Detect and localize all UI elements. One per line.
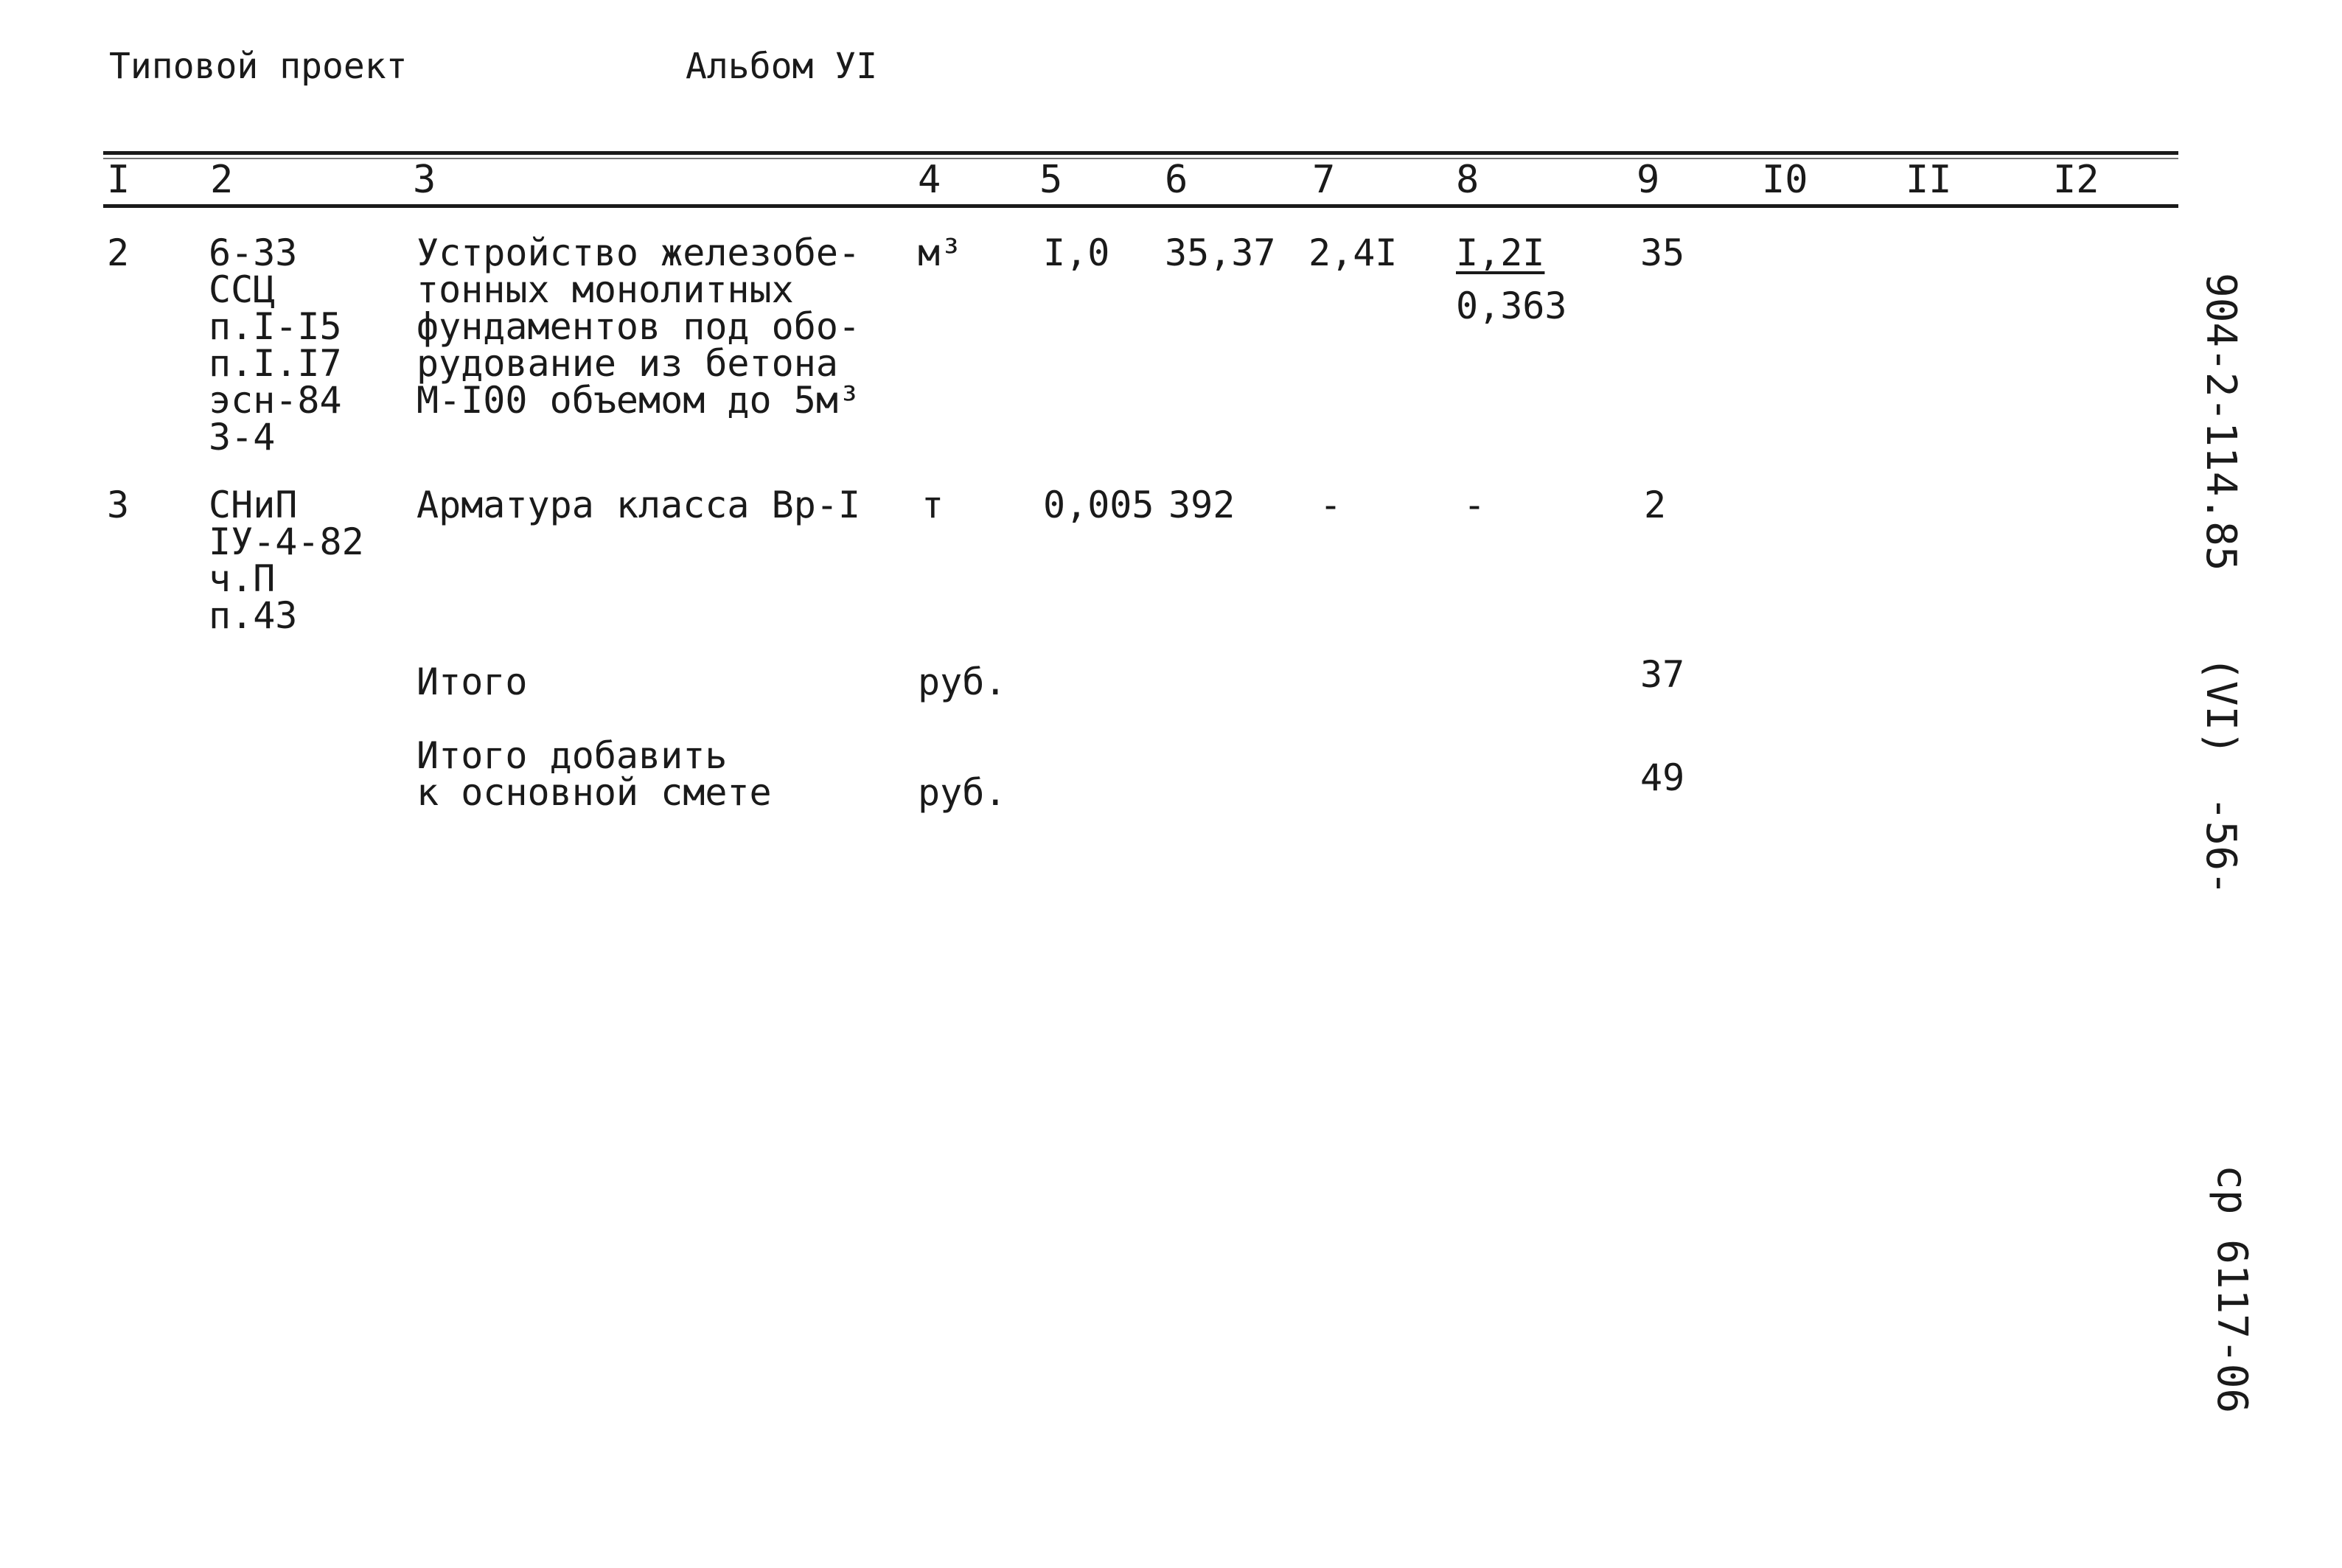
code-line: IУ-4-82	[209, 520, 364, 563]
margin-footer: ср 6117-06	[2208, 1165, 2256, 1414]
row-description	[417, 231, 861, 422]
column-number: 9	[1637, 158, 1660, 202]
header-left: Типовой проект	[109, 46, 408, 87]
row-unit: м³	[918, 231, 963, 274]
column-number: 4	[918, 158, 941, 202]
row-unit: т	[921, 484, 944, 526]
margin-album: (VI)	[2197, 656, 2245, 756]
description-line: фундаментов под обо-	[417, 305, 861, 348]
row-code	[209, 484, 364, 637]
summary-label	[417, 734, 772, 814]
table-top-rule	[103, 151, 2178, 155]
summary-unit: руб.	[918, 661, 1007, 703]
row-col8: -	[1463, 484, 1486, 526]
row-total: 35	[1640, 231, 1685, 274]
row-number: 3	[107, 484, 130, 526]
summary-total: 49	[1640, 756, 1685, 799]
code-line: п.I-I5	[209, 305, 342, 348]
code-line: ССЦ	[209, 268, 276, 311]
summary-label-line: Итого	[417, 661, 528, 703]
row-description	[417, 484, 861, 526]
description-line: рудование из бетона	[417, 342, 838, 385]
code-line: 6-33	[209, 231, 298, 274]
row-total: 2	[1644, 484, 1667, 526]
column-number: 2	[210, 158, 234, 202]
table-header-rule	[103, 204, 2178, 208]
row-quantity: I,0	[1043, 231, 1110, 274]
row-number: 2	[107, 231, 130, 274]
code-line: СНиП	[209, 484, 298, 526]
column-number: I2	[2053, 158, 2099, 202]
code-line: 3-4	[209, 416, 276, 459]
summary-unit: руб.	[918, 771, 1007, 814]
summary-label-line: Итого добавить	[417, 734, 728, 777]
row-col8-top: I,2I	[1456, 231, 1545, 274]
margin-page: -56-	[2197, 796, 2245, 896]
description-line: Арматура класса Вр-I	[417, 484, 861, 526]
description-line: М-I00 объемом до 5м³	[417, 379, 861, 422]
code-line: эсн-84	[209, 379, 342, 422]
description-line: Устройство железобе-	[417, 231, 861, 274]
summary-label-line: к основной смете	[417, 771, 772, 814]
column-number: 8	[1456, 158, 1480, 202]
row-col7: 2,4I	[1308, 231, 1398, 274]
description-line: тонных монолитных	[417, 268, 794, 311]
header-center: Альбом УI	[686, 46, 878, 87]
summary-total: 37	[1640, 653, 1685, 696]
column-number: II	[1906, 158, 1952, 202]
summary-label	[417, 661, 528, 703]
row-unit-cost: 392	[1168, 484, 1236, 526]
column-number: I0	[1762, 158, 1808, 202]
column-number: 7	[1312, 158, 1336, 202]
row-code	[209, 231, 342, 459]
column-number: I	[107, 158, 130, 202]
code-line: ч.П	[209, 557, 276, 600]
column-number: 3	[413, 158, 436, 202]
row-unit-cost: 35,37	[1165, 231, 1276, 274]
row-quantity: 0,005	[1043, 484, 1154, 526]
code-line: п.I.I7	[209, 342, 342, 385]
code-line: п.43	[209, 594, 298, 637]
row-col7: -	[1320, 484, 1342, 526]
row-col8-bottom: 0,363	[1456, 285, 1567, 327]
column-number: 6	[1165, 158, 1188, 202]
column-number: 5	[1039, 158, 1063, 202]
margin-code: 904-2-114.85	[2197, 273, 2245, 571]
